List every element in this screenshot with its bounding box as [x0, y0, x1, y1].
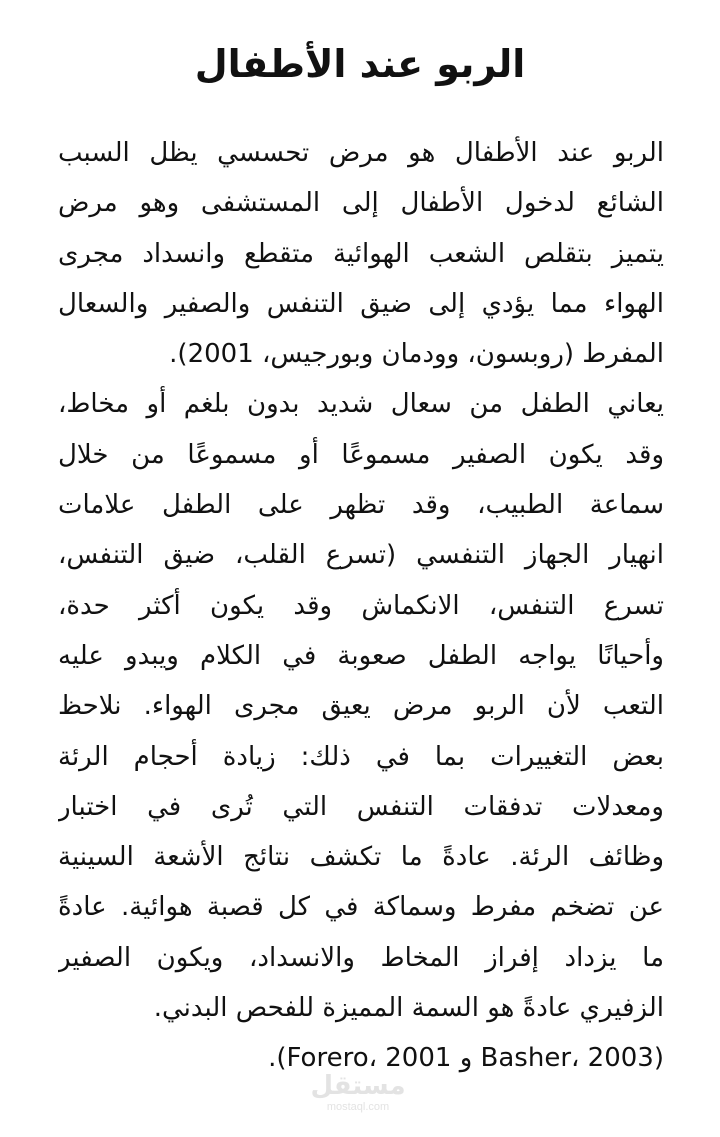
- watermark-url: mostaql.com: [326, 1101, 390, 1113]
- body-line-7: وقد يكون الصفير مسموعًا أو مسموعًا من خلال: [58, 439, 664, 470]
- body-line-1: الربو عند الأطفال هو مرض تحسسي يظل السبب: [58, 138, 664, 168]
- body-line-8: سماعة الطبيب، وقد تظهر على الطفل علامات: [58, 490, 664, 521]
- body-line-19: (Basher، 2003 و Forero، 2001).: [268, 1043, 664, 1074]
- body-line-6: يعاني الطفل من سعال شديد بدون بلغم أو مخاط،: [58, 389, 664, 420]
- body-line-2: الشائع لدخول الأطفال إلى المستشفى وهو مرض: [58, 188, 664, 219]
- body-line-17: ما يزداد إفراز المخاط والانسداد، ويكون الصفير: [58, 942, 664, 973]
- body-line-18: الزفيري عادةً هو السمة المميزة للفحص البدني.: [153, 993, 664, 1024]
- body-line-3: يتميز بتقلص الشعب الهوائية متقطع وانسداد مجرى: [58, 238, 664, 269]
- body-line-14: ومعدلات تدفقات التنفس التي تُرى في اختبار: [58, 791, 664, 822]
- body-line-13: بعض التغييرات بما في ذلك: زيادة أحجام الرئة: [58, 741, 664, 772]
- body-line-11: وأحيانًا يواجه الطفل صعوبة في الكلام ويبدو عليه: [58, 640, 664, 671]
- body-line-16: عن تضخم مفرط وسماكة في كل قصبة هوائية. عادةً: [58, 892, 664, 923]
- body-line-12: التعب لأن الربو مرض يعيق مجرى الهواء. نلاحظ: [58, 691, 664, 722]
- body-line-9: انهيار الجهاز التنفسي (تسرع القلب، ضيق التنفس،: [58, 540, 664, 571]
- body-line-4: الهواء مما يؤدي إلى ضيق التنفس والصفير والسعال: [58, 288, 664, 319]
- watermark-logo: مستقل: [310, 1071, 406, 1101]
- body-line-10: تسرع التنفس، الانكماش وقد يكون أكثر حدة،: [58, 590, 664, 621]
- body-line-15: وظائف الرئة. عادةً ما تكشف نتائج الأشعة السينية: [58, 842, 664, 873]
- body-line-5: المفرط (روبسون، وودمان وبورجيس، 2001).: [169, 339, 664, 370]
- document-body: [58, 128, 664, 1084]
- document-title: الربو عند الأطفال: [194, 42, 526, 86]
- mostaql-watermark: [308, 1072, 408, 1122]
